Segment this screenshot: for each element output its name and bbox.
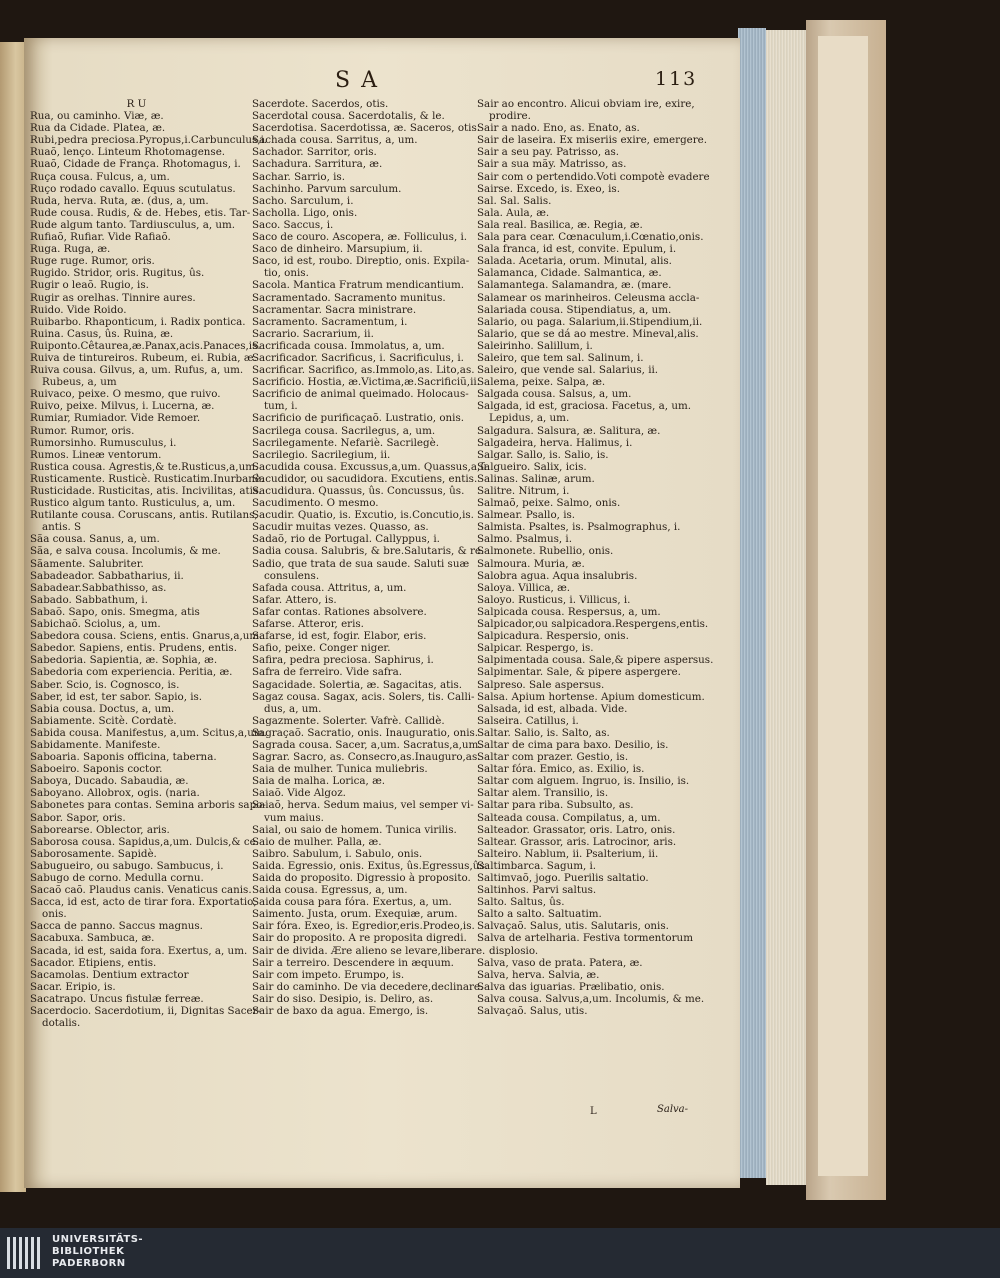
dictionary-entry-line: Salamear os marinheiros. Celeusma accla- bbox=[477, 291, 700, 304]
dictionary-entry-line: Sacar. Eripio, is. bbox=[30, 980, 116, 993]
dictionary-entry-line: Sacerdote. Sacerdos, otis. bbox=[252, 98, 389, 110]
book-cover-inner bbox=[818, 36, 868, 1176]
logo-line: UNIVERSITÄTS- bbox=[52, 1234, 144, 1245]
dictionary-entry-line: Saborosamente. Sapidè. bbox=[30, 847, 157, 860]
dictionary-entry-line: Sacrario. Sacrarium, ii. bbox=[252, 327, 374, 340]
dictionary-entry-line: Sacudidor, ou sacudidora. Excutiens, entis. bbox=[252, 472, 478, 485]
dictionary-entry-line: Salpimentar. Sale, & pipere aspergere. bbox=[477, 666, 681, 679]
dictionary-entry-line: Sacrilegio. Sacrilegium, ii. bbox=[252, 448, 391, 461]
dictionary-entry-line: Sacerdocio. Sacerdotium, ii, Dignitas Sacer- bbox=[30, 1005, 262, 1018]
dictionary-entry-line: Saber, id est, ter sabor. Sapio, is. bbox=[30, 690, 203, 703]
dictionary-entry-line: Rumiar, Rumiador. Vide Remoer. bbox=[30, 412, 201, 425]
dictionary-entry-line: Sair com impeto. Erumpo, is. bbox=[252, 968, 405, 981]
dictionary-entry-line: Sair a nado. Eno, as. Enato, as. bbox=[477, 122, 640, 135]
dictionary-entry-line: Safira, pedra preciosa. Saphirus, i. bbox=[252, 654, 434, 667]
dictionary-entry-line: Salario, ou paga. Salarium,ii.Stipendium,ii. bbox=[477, 315, 703, 328]
dictionary-entry-line: Sabedora cousa. Sciens, entis. Gnarus,a,um. bbox=[30, 630, 263, 643]
dictionary-entry-line: prodire. bbox=[489, 110, 531, 123]
dictionary-entry-line: tum, i. bbox=[264, 400, 298, 413]
dictionary-entry-line: Salvaçaõ. Salus, utis. Salutaris, onis. bbox=[477, 920, 669, 933]
dictionary-entry-line: Saleirinho. Salillum, i. bbox=[477, 339, 593, 352]
dictionary-entry-line: Salpimentada cousa. Sale,& pipere aspersus. bbox=[477, 654, 714, 667]
logo-line: BIBLIOTHEK bbox=[52, 1246, 125, 1257]
dictionary-entry-line: Saltar. Salio, is. Salto, as. bbox=[477, 726, 610, 739]
dictionary-entry-line: Ruina. Casus, ûs. Ruina, æ. bbox=[30, 327, 174, 340]
dictionary-entry-line: Saleiro, que tem sal. Salinum, i. bbox=[477, 351, 644, 364]
dictionary-entry-line: Sãa, e salva cousa. Incolumis, & me. bbox=[30, 545, 221, 558]
dictionary-entry-line: Safada cousa. Attritus, a, um. bbox=[252, 581, 407, 594]
dictionary-entry-line: Sabichaõ. Sciolus, a, um. bbox=[30, 618, 161, 631]
dictionary-entry-line: Salvaçaõ. Salus, utis. bbox=[477, 1005, 588, 1018]
dictionary-entry-line: Sacrificio de purificaçaõ. Lustratio, onis. bbox=[252, 412, 465, 425]
dictionary-entry-line: Salgadura. Salsura, æ. Salitura, æ. bbox=[477, 424, 661, 437]
dictionary-entry-line: Ruça cousa. Fulcus, a, um. bbox=[30, 170, 170, 183]
dictionary-entry-line: Saboya, Ducado. Sabaudia, æ. bbox=[30, 775, 189, 788]
dictionary-entry-line: Salario, que se dá ao mestre. Mineval,alis. bbox=[477, 327, 699, 340]
dictionary-entry-line: Sala para cear. Cœnaculum,i.Cœnatio,onis. bbox=[477, 231, 704, 244]
dictionary-entry-line: dotalis. bbox=[42, 1017, 81, 1030]
dictionary-entry-line: Saborosa cousa. Sapidus,a,um. Dulcis,& ce. bbox=[30, 835, 259, 848]
dictionary-entry-line: Sabugo de corno. Medulla cornu. bbox=[30, 872, 204, 884]
dictionary-entry-line: Ruido. Vide Roido. bbox=[30, 303, 127, 316]
dictionary-entry-line: Ruga. Ruga, æ. bbox=[30, 243, 111, 256]
dictionary-entry-line: Ruaõ, Cidade de França. Rhotomagus, i. bbox=[30, 158, 241, 171]
dictionary-entry-line: Safar. Attero, is. bbox=[252, 593, 337, 606]
dictionary-entry-line: Sacatrapo. Uncus fistulæ ferreæ. bbox=[30, 992, 204, 1005]
dictionary-entry-line: Sair de divida. Ære alieno se levare,liberare. bbox=[252, 944, 486, 957]
dictionary-entry-line: Salariada cousa. Stipendiatus, a, um. bbox=[477, 303, 672, 316]
dictionary-entry-line: Sacador. Etipiens, entis. bbox=[30, 956, 157, 969]
dictionary-entry-line: Lepidus, a, um. bbox=[489, 412, 570, 425]
dictionary-entry-line: Sachadura. Sarritura, æ. bbox=[252, 158, 383, 171]
dictionary-entry-line: Saltar para riba. Subsulto, as. bbox=[477, 799, 634, 812]
dictionary-entry-line: Sala real. Basilica, æ. Regia, æ. bbox=[477, 218, 643, 231]
dictionary-entry-line: Sacrificar. Sacrifico, as.Immolo,as. Lito,as. bbox=[252, 364, 475, 377]
dictionary-entry-line: R U bbox=[126, 98, 147, 110]
dictionary-entry-line: Safarse, id est, fogir. Elabor, eris. bbox=[252, 630, 427, 643]
dictionary-entry-line: Salva das iguarias. Prælibatio, onis. bbox=[477, 980, 665, 993]
dictionary-entry-line: Ruiva de tintureiros. Rubeum, ei. Rubia, æ. bbox=[30, 351, 257, 364]
dictionary-entry-line: Salpicar. Respergo, is. bbox=[477, 642, 594, 655]
dictionary-entry-line: Salva cousa. Salvus,a,um. Incolumis, & me. bbox=[477, 992, 705, 1005]
column-right bbox=[477, 98, 714, 1018]
dictionary-entry-line: Sadaõ, rio de Portugal. Callyppus, i. bbox=[252, 533, 440, 546]
dictionary-entry-line: Sairse. Excedo, is. Exeo, is. bbox=[477, 182, 620, 195]
dictionary-entry-line: tio, onis. bbox=[264, 267, 309, 280]
dictionary-entry-line: Sabonetes para contas. Semina arboris sapo- bbox=[30, 799, 266, 812]
dictionary-entry-line: Salpicadura. Respersio, onis. bbox=[477, 630, 629, 643]
dictionary-entry-line: Sacrilegamente. Nefariè. Sacrilegè. bbox=[252, 436, 439, 449]
dictionary-entry-line: Saida cousa. Egressus, a, um. bbox=[252, 884, 408, 897]
dictionary-entry-line: Ruiponto.Cêtaurea,æ.Panax,acis.Panaces,is. bbox=[30, 339, 261, 352]
dictionary-entry-line: Salva, vaso de prata. Patera, æ. bbox=[477, 956, 643, 969]
dictionary-entry-line: Rua da Cidade. Platea, æ. bbox=[30, 122, 166, 135]
dictionary-entry-line: Sacamolas. Dentium extractor bbox=[30, 968, 189, 981]
dictionary-entry-line: Safio, peixe. Conger niger. bbox=[252, 642, 391, 655]
dictionary-entry-line: displosio. bbox=[489, 944, 539, 957]
dictionary-entry-line: Salseira. Catillus, i. bbox=[477, 714, 579, 727]
dictionary-entry-line: Salpicador,ou salpicadora.Respergens,entis. bbox=[477, 618, 709, 631]
dictionary-entry-line: Saboaria. Saponis officina, taberna. bbox=[30, 751, 217, 764]
dictionary-entry-line: Sadia cousa. Salubris, & bre.Salutaris, & re. bbox=[252, 545, 485, 558]
dictionary-entry-line: Rustica cousa. Agrestis,& te.Rusticus,a,um. bbox=[30, 460, 259, 473]
dictionary-entry-line: Salamantega. Salamandra, æ. (mare. bbox=[477, 279, 672, 292]
dictionary-entry-line: Salgadeira, herva. Halimus, i. bbox=[477, 436, 633, 449]
dictionary-entry-line: Sagaz cousa. Sagax, acis. Solers, tis. Calli- bbox=[252, 690, 475, 703]
dictionary-entry-line: Saborearse. Oblector, aris. bbox=[30, 823, 170, 836]
library-logo-text bbox=[52, 1234, 143, 1270]
dictionary-entry-line: Sabedoria. Sapientia, æ. Sophia, æ. bbox=[30, 654, 218, 667]
dictionary-entry-line: Sacca, id est, acto de tirar fora. Exportatio, bbox=[30, 896, 257, 909]
dictionary-entry-line: Salteador. Grassator, oris. Latro, onis. bbox=[477, 823, 676, 836]
dictionary-entry-line: Sacrificio de animal queimado. Holocaus- bbox=[252, 388, 469, 401]
blue-page-edges bbox=[738, 28, 766, 1178]
dictionary-entry-line: Sagacidade. Solertia, æ. Sagacitas, atis. bbox=[252, 678, 463, 691]
dictionary-entry-line: Saltimvaõ, jogo. Puerilis saltatio. bbox=[477, 872, 649, 884]
dictionary-entry-line: Saco de couro. Ascopera, æ. Folliculus, i. bbox=[252, 231, 468, 244]
dictionary-entry-line: Sagrada cousa. Sacer, a,um. Sacratus,a,um. bbox=[252, 738, 482, 751]
library-footer-bar bbox=[0, 1228, 1000, 1278]
dictionary-entry-line: Rubi,pedra preciosa.Pyropus,i.Carbunculus,i. bbox=[30, 134, 268, 147]
dictionary-entry-line: Saltar alem. Transilio, is. bbox=[477, 787, 609, 800]
dictionary-entry-line: Ruivaco, peixe. O mesmo, que ruivo. bbox=[30, 388, 221, 401]
dictionary-entry-line: Safar contas. Rationes absolvere. bbox=[252, 605, 427, 618]
dictionary-entry-line: Sacramento. Sacramentum, i. bbox=[252, 315, 408, 328]
dictionary-entry-line: Salmaõ, peixe. Salmo, onis. bbox=[477, 497, 621, 510]
dictionary-entry-line: Sabedoria com experiencia. Peritia, æ. bbox=[30, 666, 233, 679]
dictionary-entry-line: Sair de baxo da agua. Emergo, is. bbox=[252, 1005, 429, 1018]
dictionary-entry-line: Sadio, que trata de sua saude. Saluti suæ bbox=[252, 557, 470, 570]
dictionary-entry-line: Sacudida cousa. Excussus,a,um. Quassus,a,ũ. bbox=[252, 460, 491, 473]
dictionary-entry-line: Saida. Egressio, onis. Exitus, ûs.Egressus,ûs. bbox=[252, 859, 488, 872]
dictionary-entry-line: Ruibarbo. Rhaponticum, i. Radix pontica. bbox=[30, 315, 246, 328]
dictionary-entry-line: Sacerdotisa. Sacerdotissa, æ. Saceros, otis. bbox=[252, 122, 481, 135]
dictionary-entry-line: Sagazmente. Solerter. Vafrè. Callidè. bbox=[252, 714, 445, 727]
dictionary-entry-line: onis. bbox=[42, 908, 67, 921]
dictionary-entry-line: Saltar de cima para baxo. Desilio, is. bbox=[477, 738, 669, 751]
dictionary-entry-line: Salsada, id est, albada. Vide. bbox=[477, 702, 628, 715]
dictionary-entry-line: Salamanca, Cidade. Salmantica, æ. bbox=[477, 267, 662, 280]
dictionary-entry-line: Salto. Saltus, ûs. bbox=[477, 896, 565, 909]
dictionary-entry-line: Salpicada cousa. Respersus, a, um. bbox=[477, 605, 661, 618]
dictionary-entry-line: Sagrar. Sacro, as. Consecro,as.Inauguro,as. bbox=[252, 751, 481, 764]
dictionary-entry-line: Sabugueiro, ou sabugo. Sambucus, i. bbox=[30, 859, 224, 872]
dictionary-entry-line: Sachar. Sarrio, is. bbox=[252, 170, 345, 183]
dictionary-entry-line: Saial, ou saio de homem. Tunica virilis. bbox=[252, 823, 457, 836]
dictionary-entry-line: Sala. Aula, æ. bbox=[477, 206, 550, 219]
dictionary-entry-line: Sabia cousa. Doctus, a, um. bbox=[30, 702, 175, 715]
dictionary-entry-line: Salmoura. Muria, æ. bbox=[477, 557, 585, 570]
signature-mark: L bbox=[590, 1106, 597, 1117]
dictionary-entry-line: Sabado. Sabbathum, i. bbox=[30, 593, 148, 606]
dictionary-entry-line: Salema, peixe. Salpa, æ. bbox=[477, 376, 606, 389]
dictionary-entry-line: Sair do proposito. A re proposita digredi. bbox=[252, 932, 467, 945]
dictionary-entry-line: Sal. Sal. Salis. bbox=[477, 194, 552, 207]
dictionary-entry-line: Sachada cousa. Sarritus, a, um. bbox=[252, 134, 418, 147]
dictionary-entry-line: Saida do proposito. Digressio à proposito. bbox=[252, 872, 471, 884]
dictionary-entry-line: Ruço rodado cavallo. Equus scutulatus. bbox=[30, 182, 236, 195]
dictionary-entry-line: Sabidamente. Manifeste. bbox=[30, 738, 161, 751]
dictionary-entry-line: Rustico algum tanto. Rusticulus, a, um. bbox=[30, 497, 236, 510]
dictionary-entry-line: Salgada, id est, graciosa. Facetus, a, um. bbox=[477, 400, 691, 413]
dictionary-entry-line: Saida cousa para fóra. Exertus, a, um. bbox=[252, 896, 452, 909]
dictionary-entry-line: Sabida cousa. Manifestus, a,um. Scitus,a,um. bbox=[30, 726, 267, 739]
dictionary-entry-line: Sacudir muitas vezes. Quasso, as. bbox=[252, 521, 429, 534]
dictionary-entry-line: Salsa. Apium hortense. Apium domesticum. bbox=[477, 690, 705, 703]
dictionary-entry-line: Saimento. Justa, orum. Exequiæ, arum. bbox=[252, 908, 458, 921]
dictionary-entry-line: Salmonete. Rubellio, onis. bbox=[477, 545, 614, 558]
dictionary-entry-line: Sair de laseira. Ex miseriis exire, emergere. bbox=[477, 134, 708, 147]
dictionary-entry-line: Salpreso. Sale aspersus. bbox=[477, 678, 605, 691]
dictionary-entry-line: Saloya. Villica, æ. bbox=[477, 581, 571, 594]
dictionary-entry-line: Sair a seu pay. Patrisso, as. bbox=[477, 146, 620, 159]
dictionary-entry-line: Saco de dinheiro. Marsupium, ii. bbox=[252, 243, 423, 256]
logo-line: PADERBORN bbox=[52, 1258, 126, 1269]
dictionary-entry-line: Sabadear.Sabbathisso, as. bbox=[30, 581, 167, 594]
page-block-edge bbox=[766, 30, 806, 1185]
dictionary-entry-line: Sacerdotal cousa. Sacerdotalis, & le. bbox=[252, 110, 445, 123]
dictionary-entry-line: Sair a sua mãy. Matrisso, as. bbox=[477, 158, 627, 171]
dictionary-entry-line: Sacholla. Ligo, onis. bbox=[252, 206, 358, 219]
column-middle bbox=[252, 98, 491, 1018]
dictionary-entry-line: Saboeiro. Saponis coctor. bbox=[30, 763, 163, 776]
dictionary-entry-line: Sãa cousa. Sanus, a, um. bbox=[30, 533, 160, 546]
dictionary-entry-line: Sair a terreiro. Descendere in æquum. bbox=[252, 956, 454, 969]
dictionary-entry-line: Salgueiro. Salix, icis. bbox=[477, 460, 587, 473]
dictionary-entry-line: Salgada cousa. Salsus, a, um. bbox=[477, 388, 632, 401]
dictionary-entry-line: Rusticamente. Rusticè. Rusticatim.Inurbanè. bbox=[30, 472, 265, 485]
dictionary-entry-line: Sacramentado. Sacramento munitus. bbox=[252, 291, 446, 304]
dictionary-entry-line: Sacudidura. Quassus, ûs. Concussus, ûs. bbox=[252, 485, 465, 497]
dictionary-entry-line: Sacudir. Quatio, is. Excutio, is.Concutio,is. bbox=[252, 509, 474, 522]
dictionary-entry-line: Ruda, herva. Ruta, æ. (dus, a, um. bbox=[30, 194, 209, 207]
dictionary-entry-line: Salmear. Psallo, is. bbox=[477, 509, 576, 522]
dictionary-entry-line: Sala franca, id est, convite. Epulum, i. bbox=[477, 243, 677, 256]
dictionary-entry-line: Salva, herva. Salvia, æ. bbox=[477, 968, 600, 981]
dictionary-entry-line: Saia de mulher. Tunica muliebris. bbox=[252, 763, 428, 776]
dictionary-entry-line: Sacrilega cousa. Sacrilegus, a, um. bbox=[252, 424, 436, 437]
dictionary-entry-line: Sachador. Sarritor, oris. bbox=[252, 146, 377, 159]
dictionary-entry-line: Rubeus, a, um bbox=[42, 376, 117, 389]
page-number: 113 bbox=[655, 68, 698, 90]
dictionary-entry-line: Salinas. Salinæ, arum. bbox=[477, 472, 595, 485]
dictionary-entry-line: Salteiro. Nablum, ii. Psalterium, ii. bbox=[477, 847, 659, 860]
dictionary-entry-line: Sacrificador. Sacrificus, i. Sacrificulus, i. bbox=[252, 351, 464, 364]
dictionary-entry-line: Rude cousa. Rudis, & de. Hebes, etis. Tar- bbox=[30, 206, 251, 219]
dictionary-entry-line: Sacho. Sarculum, i. bbox=[252, 194, 354, 207]
dictionary-entry-line: Safarse. Atteror, eris. bbox=[252, 618, 364, 631]
running-head-letters: S A bbox=[335, 68, 379, 93]
dictionary-entry-line: Rumor. Rumor, oris. bbox=[30, 424, 135, 437]
dictionary-entry-line: Sacca de panno. Saccus magnus. bbox=[30, 920, 203, 933]
dictionary-entry-line: Sabaõ. Sapo, onis. Smegma, atis bbox=[30, 605, 200, 618]
dictionary-entry-line: Sacola. Mantica Fratrum mendicantium. bbox=[252, 279, 465, 292]
dictionary-entry-line: Ruge ruge. Rumor, oris. bbox=[30, 255, 155, 268]
dictionary-entry-line: Sabedor. Sapiens, entis. Prudens, entis. bbox=[30, 642, 237, 655]
dictionary-entry-line: Saiaõ. Vide Algoz. bbox=[252, 787, 346, 800]
dictionary-entry-line: Rua, ou caminho. Viæ, æ. bbox=[30, 110, 164, 123]
dictionary-entry-line: Sacabuxa. Sambuca, æ. bbox=[30, 932, 155, 945]
dictionary-entry-line: Saboyano. Allobrox, ogis. (naria. bbox=[30, 787, 200, 800]
dictionary-entry-line: vum maius. bbox=[264, 811, 324, 824]
column-left bbox=[30, 98, 268, 1030]
dictionary-entry-line: Saio de mulher. Palla, æ. bbox=[252, 835, 382, 848]
dictionary-entry-line: Sacrificada cousa. Immolatus, a, um. bbox=[252, 339, 445, 352]
dictionary-entry-line: Rumorsinho. Rumusculus, i. bbox=[30, 436, 177, 449]
dictionary-entry-line: Sacramentar. Sacra ministrare. bbox=[252, 303, 417, 316]
dictionary-entry-line: Salmista. Psaltes, is. Psalmographus, i. bbox=[477, 521, 681, 534]
dictionary-entry-line: Saltar fóra. Emico, as. Exilio, is. bbox=[477, 763, 645, 776]
dictionary-entry-line: Salobra agua. Aqua insalubris. bbox=[477, 569, 638, 582]
dictionary-entry-line: antis. S bbox=[42, 521, 82, 534]
dictionary-entry-line: Saber. Scio, is. Cognosco, is. bbox=[30, 678, 180, 691]
dictionary-entry-line: Salteada cousa. Compilatus, a, um. bbox=[477, 811, 661, 824]
dictionary-entry-line: Rufiaõ, Rufiar. Vide Rafiaõ. bbox=[30, 231, 171, 244]
dictionary-entry-line: Sair ao encontro. Alicui obviam ire, exire, bbox=[477, 98, 695, 110]
dictionary-entry-line: Sair do siso. Desipio, is. Deliro, as. bbox=[252, 992, 434, 1005]
dictionary-entry-line: Sair fóra. Exeo, is. Egredior,eris.Prodeo,is. bbox=[252, 920, 475, 933]
facing-page-edge bbox=[0, 42, 26, 1192]
dictionary-entry-line: Sagraçaõ. Sacratio, onis. Inauguratio, onis. bbox=[252, 726, 479, 739]
dictionary-entry-line: Sachinho. Parvum sarculum. bbox=[252, 182, 402, 195]
dictionary-entry-line: Saltar com prazer. Gestio, is. bbox=[477, 751, 629, 764]
dictionary-entry-line: Saco, id est, roubo. Direptio, onis. Expila- bbox=[252, 255, 470, 268]
dictionary-entry-line: Ruiva cousa. Gilvus, a, um. Rufus, a, um. bbox=[30, 364, 244, 377]
dictionary-entry-line: Rumos. Lineæ ventorum. bbox=[30, 448, 162, 461]
dictionary-entry-line: Salto a salto. Saltuatim. bbox=[477, 908, 602, 921]
dictionary-entry-line: Salva de artelharia. Festiva tormentorum bbox=[477, 932, 693, 945]
dictionary-entry-line: Sacrificio. Hostia, æ.Victima,æ.Sacrificiũ,ii. bbox=[252, 376, 480, 389]
catchword: Salva- bbox=[657, 1104, 689, 1115]
dictionary-entry-line: Saltar com alguem. Ingruo, is. Insilio, is. bbox=[477, 775, 690, 788]
library-logo-icon bbox=[5, 1233, 45, 1273]
dictionary-entry-line: Sacudimento. O mesmo. bbox=[252, 497, 379, 510]
dictionary-entry-line: Saia de malha. Lorica, æ. bbox=[252, 775, 386, 788]
dictionary-entry-line: Salgar. Sallo, is. Salio, is. bbox=[477, 448, 609, 461]
dictionary-entry-line: Salitre. Nitrum, i. bbox=[477, 485, 570, 497]
dictionary-entry-line: dus, a, um. bbox=[264, 702, 322, 715]
dictionary-entry-line: Saltimbarca. Sagum, i. bbox=[477, 859, 597, 872]
dictionary-entry-line: Salmo. Psalmus, i. bbox=[477, 533, 572, 546]
dictionary-entry-line: Rude algum tanto. Tardiusculus, a, um. bbox=[30, 218, 236, 231]
dictionary-entry-line: Saloyo. Rusticus, i. Villicus, i. bbox=[477, 593, 631, 606]
dictionary-entry-line: Rusticidade. Rusticitas, atis. Incivilitas, atis. bbox=[30, 485, 262, 497]
dictionary-entry-line: Sabiamente. Scitè. Cordatè. bbox=[30, 714, 177, 727]
dictionary-entry-line: Sãamente. Salubriter. bbox=[30, 557, 144, 570]
dictionary-entry-line: Sacada, id est, saida fora. Exertus, a, um. bbox=[30, 944, 248, 957]
dictionary-entry-line: Safra de ferreiro. Vide safra. bbox=[252, 666, 402, 679]
dictionary-entry-line: Sair com o pertendido.Voti compotè evadere bbox=[477, 170, 710, 183]
dictionary-entry-line: Saltear. Grassor, aris. Latrocinor, aris. bbox=[477, 835, 677, 848]
dictionary-entry-line: Rugir o leaõ. Rugio, is. bbox=[30, 279, 149, 292]
dictionary-entry-line: Ruaõ, lenço. Linteum Rhotomagense. bbox=[30, 146, 226, 159]
dictionary-entry-line: Sacaõ caõ. Plaudus canis. Venaticus canis. bbox=[30, 884, 252, 897]
dictionary-entry-line: Saltinhos. Parvi saltus. bbox=[477, 884, 597, 897]
dictionary-entry-line: Saleiro, que vende sal. Salarius, ii. bbox=[477, 364, 659, 377]
dictionary-entry-line: Rutilante cousa. Coruscans, antis. Rutilans, bbox=[30, 509, 258, 522]
dictionary-entry-line: Saco. Saccus, i. bbox=[252, 218, 334, 231]
dictionary-entry-line: Rugido. Stridor, oris. Rugitus, ûs. bbox=[30, 267, 205, 280]
dictionary-entry-line: Saiaõ, herva. Sedum maius, vel semper vi- bbox=[252, 799, 474, 812]
dictionary-entry-line: Ruivo, peixe. Milvus, i. Lucerna, æ. bbox=[30, 400, 215, 413]
dictionary-entry-line: Saibro. Sabulum, i. Sabulo, onis. bbox=[252, 847, 423, 860]
dictionary-entry-line: Salada. Acetaria, orum. Minutal, alis. bbox=[477, 255, 672, 268]
dictionary-entry-line: Sabor. Sapor, oris. bbox=[30, 811, 126, 824]
dictionary-entry-line: Rugir as orelhas. Tinnire aures. bbox=[30, 291, 196, 304]
dictionary-entry-line: Sair do caminho. De via decedere,declinare. bbox=[252, 980, 484, 993]
dictionary-entry-line: Sabadeador. Sabbatharius, ii. bbox=[30, 569, 184, 582]
dictionary-entry-line: consulens. bbox=[264, 569, 320, 582]
